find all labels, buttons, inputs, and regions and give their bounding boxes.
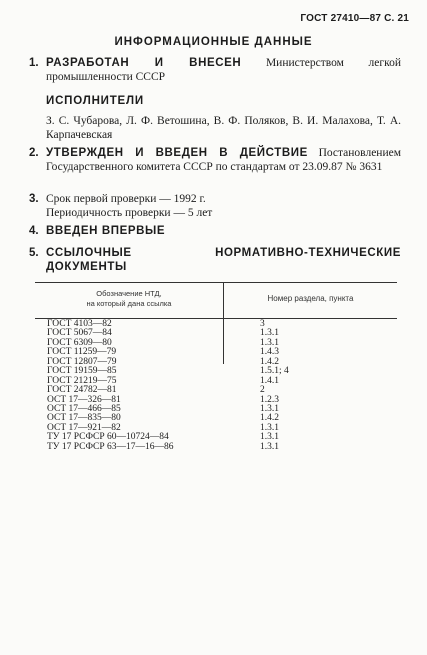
section-4-caps: ВВЕДЕН ВПЕРВЫЕ xyxy=(46,225,166,237)
table-cell-designation: ОСТ 17—466—85 xyxy=(47,403,121,414)
section-5-number: 5. xyxy=(29,247,39,259)
page-header: ГОСТ 27410—87 С. 21 xyxy=(300,13,409,24)
table-cell-designation: ОСТ 17—835—80 xyxy=(47,413,121,424)
table-cell-section: 1.2.3 xyxy=(260,394,279,405)
section-1 xyxy=(29,56,401,84)
table-cell-designation: ГОСТ 12807—79 xyxy=(47,356,117,367)
section-5-caps: ССЫЛОЧНЫЕ НОРМАТИВНО-ТЕХНИЧЕСКИЕ ДОКУМЕНТЫ xyxy=(46,247,401,273)
table-cell-section: 1.4.3 xyxy=(260,347,279,358)
section-3-line1: Срок первой проверки — 1992 г. xyxy=(46,193,206,205)
section-2-caps: УТВЕРЖДЕН И ВВЕДЕН В ДЕЙСТВИЕ xyxy=(46,147,308,159)
section-4 xyxy=(29,224,401,238)
section-2-text: Постановлением Государственного комитета СССР по стандартам от 23.09.87 № 3631 xyxy=(46,147,401,173)
table-cell-section: 1.3.1 xyxy=(260,441,279,452)
table-row xyxy=(35,443,397,452)
table-cell-designation: ТУ 17 РСФСР 63—17—16—86 xyxy=(47,441,174,452)
table-cell-designation: ГОСТ 21219—75 xyxy=(47,375,117,386)
table-cell-designation: ГОСТ 11259—79 xyxy=(47,347,117,358)
table-cell-designation: ТУ 17 РСФСР 60—10724—84 xyxy=(47,432,169,443)
section-1-text: Министерством легкой промышленности СССР xyxy=(46,57,401,83)
section-5 xyxy=(29,246,401,274)
table-cell-designation: ГОСТ 4103—82 xyxy=(47,319,112,329)
section-3 xyxy=(29,192,401,220)
table-cell-designation: ГОСТ 5067—84 xyxy=(47,328,112,339)
table-cell-designation: ОСТ 17—326—81 xyxy=(47,394,121,405)
table-cell-section: 1.5.1; 4 xyxy=(260,366,289,377)
table-cell-section: 1.3.1 xyxy=(260,432,279,443)
table-cell-section: 1.4.2 xyxy=(260,356,279,367)
table-cell-section: 1.3.1 xyxy=(260,403,279,414)
table-cell-section: 3 xyxy=(260,319,265,329)
table-cell-designation: ОСТ 17—921—82 xyxy=(47,422,121,433)
section-3-number: 3. xyxy=(29,193,39,205)
section-2-number: 2. xyxy=(29,147,39,159)
section-1-number: 1. xyxy=(29,57,39,69)
section-1-caps: РАЗРАБОТАН И ВНЕСЕН xyxy=(46,57,242,69)
table-cell-section: 1.3.1 xyxy=(260,328,279,339)
table-cell-section: 1.4.2 xyxy=(260,413,279,424)
table-cell-designation: ГОСТ 19159—85 xyxy=(47,366,117,377)
executors-list: З. С. Чубарова, Л. Ф. Ветошина, В. Ф. Поляков, В. И. Малахова, Т. А. Карпачевская xyxy=(46,115,401,141)
table-cell-designation: ГОСТ 6309—80 xyxy=(47,337,112,348)
table-cell-designation: ГОСТ 24782—81 xyxy=(47,385,117,396)
table-cell-section: 1.3.1 xyxy=(260,422,279,433)
table-cell-section: 1.4.1 xyxy=(260,375,279,386)
table-header-designation: Обозначение НТД, на который дана ссылка xyxy=(86,289,172,308)
table-cell-section: 2 xyxy=(260,385,265,396)
table-cell-section: 1.3.1 xyxy=(260,337,279,348)
table-body xyxy=(35,320,397,452)
section-3-line2: Периодичность проверки — 5 лет xyxy=(46,207,213,219)
table-header-section: Номер раздела, пункта xyxy=(267,294,354,303)
page-title: ИНФОРМАЦИОННЫЕ ДАННЫЕ xyxy=(114,36,313,48)
table-top-rule xyxy=(35,282,397,283)
executors-heading: ИСПОЛНИТЕЛИ xyxy=(46,95,144,107)
section-4-number: 4. xyxy=(29,225,39,237)
section-2 xyxy=(29,146,401,174)
